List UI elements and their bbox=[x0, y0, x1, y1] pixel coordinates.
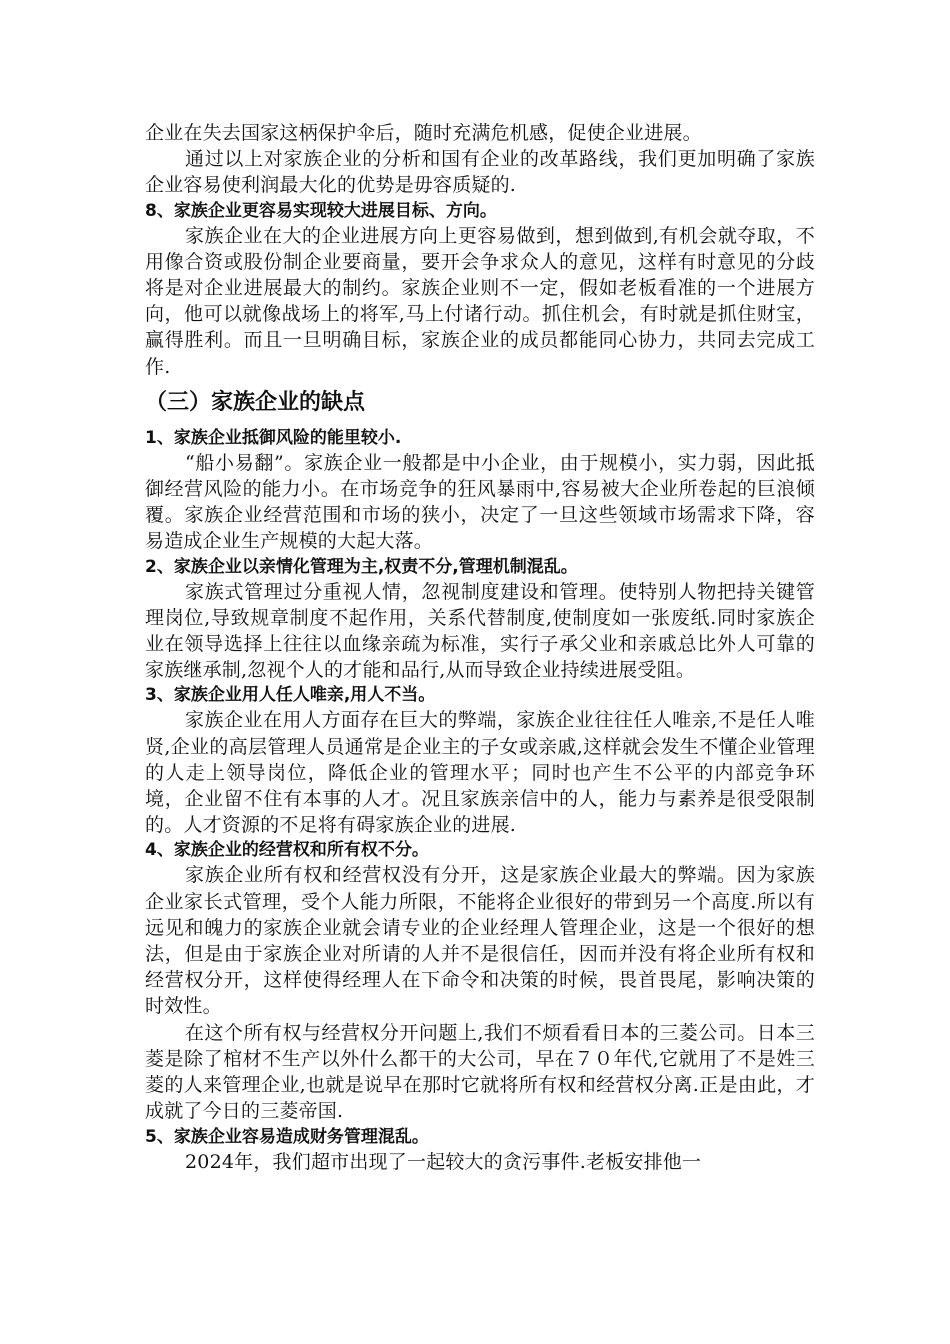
chapter-heading: （三）家族企业的缺点 bbox=[145, 389, 366, 415]
section-8-heading: 8、家族企业更容易实现较大进展目标、方向。 bbox=[145, 200, 497, 221]
section-1-heading: 1、家族企业抵御风险的能里较小. bbox=[145, 427, 402, 448]
section-4-heading: 4、家族企业的经营权和所有权不分。 bbox=[145, 840, 429, 861]
section-2-paragraph: 家族式管理过分重视人情，忽视制度建设和管理。使特别人物把持关键管理岗位,导致规章制度不起作用，关系代替制度,使制度如一张废纸.同时家族企业在领导选择上往往以血缘亲疏为标准，实行子承父业和亲戚总比外人可靠的家族继承制,忽视个人的才能和品行,从而导致企业持续进展受阻。 bbox=[145, 580, 815, 682]
paragraph: 通过以上对家族企业的分析和国有企业的改革路线，我们更加明确了家族企业容易使利润最大化的优势是毋容质疑的. bbox=[145, 148, 815, 197]
section-4-paragraph-1: 家族企业所有权和经营权没有分开，这是家族企业最大的弊端。因为家族企业家长式管理，受个人能力所限，不能将企业很好的带到另一个高度.所以有远见和魄力的家族企业就会请专业的企业经理人管理企业，这是一个很好的想法，但是由于家族企业对所请的人并不是很信任，因而并没有将企业所有权和经营权分开，这样使得经理人在下命令和决策的时候，畏首畏尾，影响决策的时效性。 bbox=[145, 864, 815, 1018]
section-8-paragraph: 家族企业在大的企业进展方向上更容易做到，想到做到,有机会就夺取，不用像合资或股份制企业要商量，要开会争求众人的意见，这样有时意见的分歧将是对企业进展最大的制约。家族企业则不一定，假如老板看准的一个进展方向，他可以就像战场上的将军,马上付诸行动。抓住机会，有时就是抓住财宝，赢得胜利。而且一旦明确目标，家族企业的成员都能同心协力，共同去完成工作. bbox=[145, 224, 815, 378]
paragraph: 企业在失去国家这柄保护伞后，随时充满危机感，促使企业进展。 bbox=[145, 122, 702, 144]
section-2-heading: 2、家族企业以亲情化管理为主,权责不分,管理机制混乱。 bbox=[145, 556, 578, 577]
section-5-paragraph: 2024年，我们超市出现了一起较大的贪污事件.老板安排他一 bbox=[185, 1150, 702, 1173]
section-5-heading: 5、家族企业容易造成财务管理混乱。 bbox=[145, 1126, 429, 1147]
section-1-paragraph: “船小易翻”。家族企业一般都是中小企业，由于规模小，实力弱，因此抵御经营风险的能力小。在市场竞争的狂风暴雨中,容易被大企业所卷起的巨浪倾覆。家族企业经营范围和市场的狭小，决定了一旦这些领域市场需求下降，容易造成企业生产规模的大起大落。 bbox=[145, 451, 815, 553]
section-4-paragraph-2: 在这个所有权与经营权分开问题上,我们不烦看看日本的三菱公司。日本三菱是除了棺材不生产以外什么都干的大公司，早在７０年代,它就用了不是姓三菱的人来管理企业,也就是说早在那时它就将所有权和经营权分离.正是由此，才成就了今日的三菱帝国. bbox=[145, 1021, 815, 1123]
document-body bbox=[145, 120, 815, 1175]
section-3-heading: 3、家族企业用人任人唯亲,用人不当。 bbox=[145, 685, 436, 706]
section-3-paragraph: 家族企业在用人方面存在巨大的弊端，家族企业往往任人唯亲,不是任人唯贤,企业的高层管理人员通常是企业主的子女或亲戚,这样就会发生不懂企业管理的人走上领导岗位，降低企业的管理水平；同时也产生不公平的内部竞争环境，企业留不住有本事的人才。况且家族亲信中的人，能力与素养是很受限制的。人才资源的不足将有碍家族企业的进展. bbox=[145, 709, 815, 837]
